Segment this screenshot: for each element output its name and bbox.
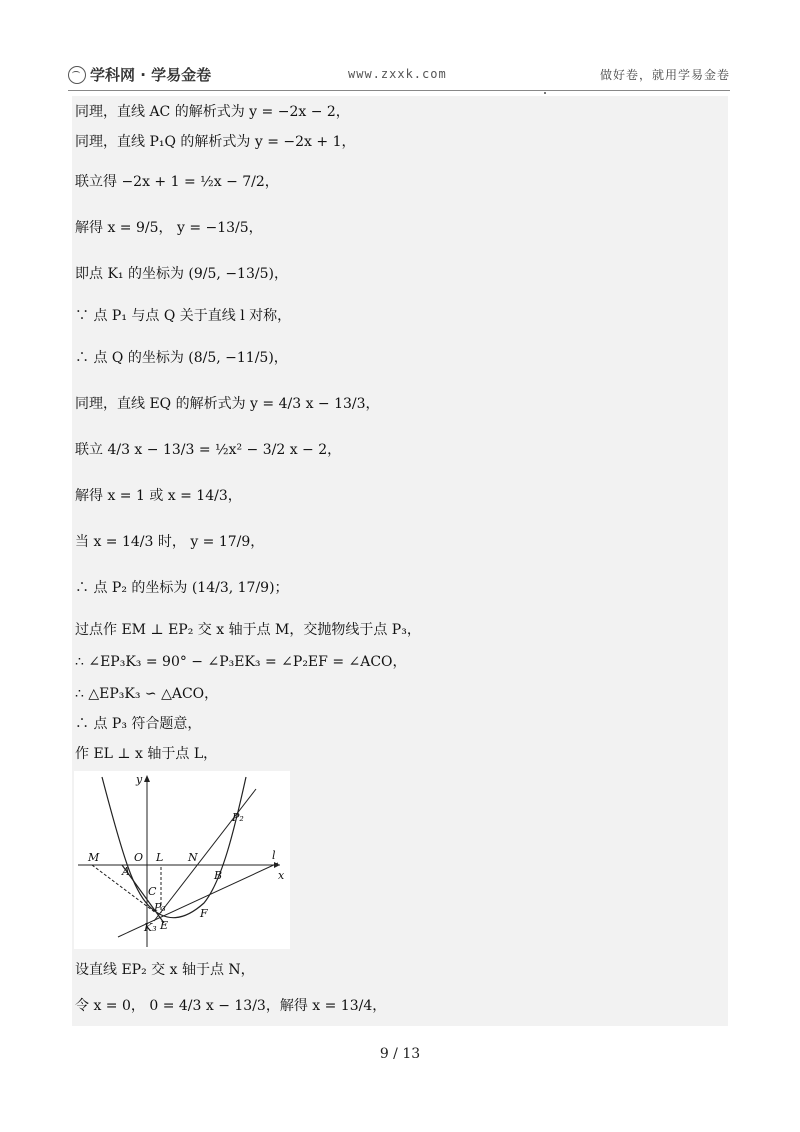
parabola-figure xyxy=(74,771,290,949)
label-M: M xyxy=(88,851,100,864)
solution-line: ∴ 点 P₃ 符合题意， xyxy=(75,716,202,732)
figure-svg xyxy=(74,771,290,949)
header-slogan: 做好卷，就用学易金卷 xyxy=(599,68,730,82)
solution-line: 即点 K₁ 的坐标为 (9/5, −13/5)， xyxy=(75,266,288,282)
logo-icon xyxy=(68,66,86,84)
x-arrow-icon xyxy=(274,862,280,868)
solution-line: 联立得 −2x + 1 = ½x − 7/2， xyxy=(75,174,279,190)
label-A: A xyxy=(122,865,130,878)
label-x: x xyxy=(278,869,285,882)
label-P2: P₂ xyxy=(232,811,244,824)
page-number: 9 / 13 xyxy=(379,1046,421,1062)
solution-line: 同理，直线 P₁Q 的解析式为 y = −2x + 1， xyxy=(75,134,356,150)
label-P3: P₃ xyxy=(154,901,166,914)
label-K3: K₃ xyxy=(144,921,157,934)
label-E: E xyxy=(160,919,169,932)
solution-line: 当 x = 14/3 时， y = 17/9， xyxy=(75,534,265,550)
site-url: www.zxxk.com xyxy=(348,67,447,81)
logo-text: 学科网 · 学易金卷 xyxy=(90,66,212,84)
line-l xyxy=(118,863,278,937)
solution-line: ∵ 点 P₁ 与点 Q 关于直线 l 对称， xyxy=(75,308,292,324)
page-header xyxy=(68,62,730,88)
solution-line: 设直线 EP₂ 交 x 轴于点 N， xyxy=(75,962,255,978)
solution-line: ∴ △EP₃K₃ ∽ △ACO， xyxy=(75,686,219,702)
solution-line: 解得 x = 9/5， y = −13/5， xyxy=(75,220,263,236)
logo xyxy=(68,64,211,85)
solution-content xyxy=(72,96,728,1026)
solution-line: 联立 4/3 x − 13/3 = ½x² − 3/2 x − 2， xyxy=(75,442,342,458)
label-N: N xyxy=(188,851,198,864)
solution-line: ∴ ∠EP₃K₃ = 90° − ∠P₃EK₃ = ∠P₂EF = ∠ACO， xyxy=(75,654,407,670)
y-arrow-icon xyxy=(144,775,150,782)
solution-line: 作 EL ⊥ x 轴于点 L， xyxy=(75,746,218,762)
solution-line: 同理，直线 AC 的解析式为 y = −2x − 2， xyxy=(75,104,350,120)
solution-line: 过点作 EM ⊥ EP₂ 交 x 轴于点 M，交抛物线于点 P₃， xyxy=(75,622,421,638)
label-B: B xyxy=(214,869,223,882)
header-divider xyxy=(68,90,730,91)
label-F: F xyxy=(200,907,208,920)
label-y: y xyxy=(136,773,143,786)
solution-line: 解得 x = 1 或 x = 14/3， xyxy=(75,488,242,504)
parabola-curve xyxy=(102,777,246,918)
label-l: l xyxy=(272,849,276,862)
solution-line: 同理，直线 EQ 的解析式为 y = 4/3 x − 13/3， xyxy=(75,396,380,412)
solution-line: 令 x = 0， 0 = 4/3 x − 13/3，解得 x = 13/4， xyxy=(75,998,387,1014)
decorative-dot xyxy=(544,92,546,94)
label-O: O xyxy=(134,851,144,864)
label-C: C xyxy=(148,885,157,898)
label-L: L xyxy=(156,851,164,864)
solution-line: ∴ 点 P₂ 的坐标为 (14/3, 17/9)； xyxy=(75,580,289,596)
solution-line: ∴ 点 Q 的坐标为 (8/5, −11/5)， xyxy=(75,350,288,366)
